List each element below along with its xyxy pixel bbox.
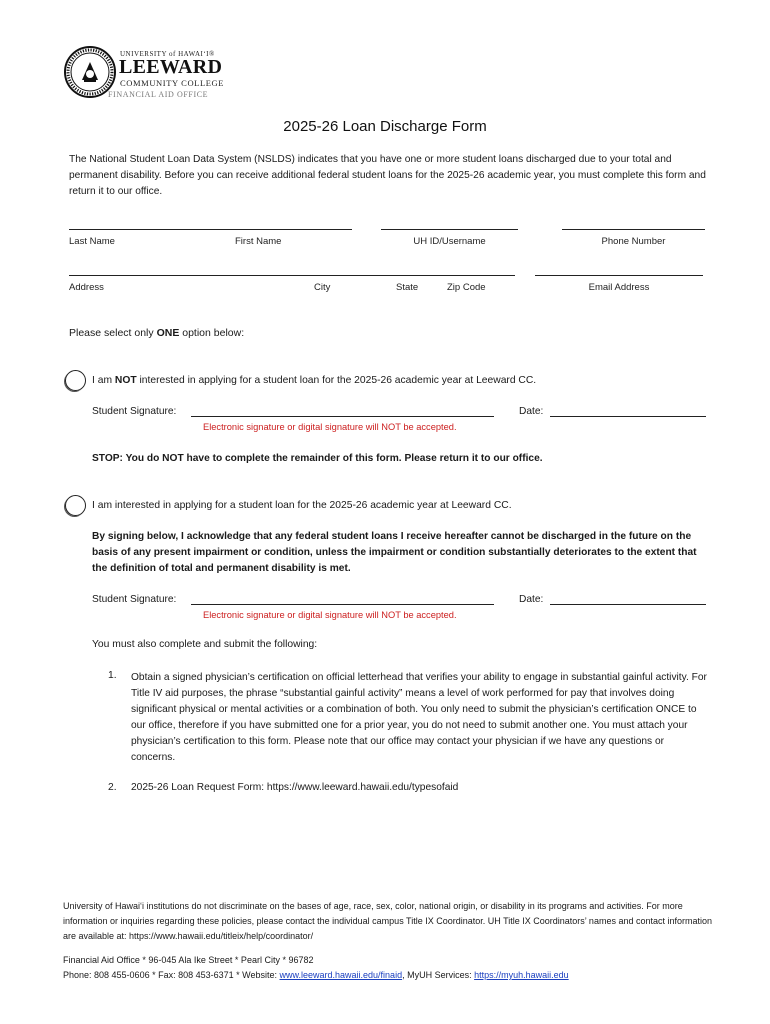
phone-label: Phone Number <box>601 236 666 247</box>
stop-notice: STOP: You do NOT have to complete the remainder of this form. Please return it to our office. <box>92 453 543 464</box>
signature-line-2[interactable] <box>191 604 494 605</box>
date-line-1[interactable] <box>550 416 706 417</box>
university-name: UNIVERSITY of HAWAI‘I® <box>120 50 215 58</box>
date-line-2[interactable] <box>550 604 706 605</box>
college-name: LEEWARD <box>119 56 223 78</box>
list-item-number: 1. <box>108 670 117 681</box>
phone-line[interactable] <box>562 229 705 230</box>
zip-label: Zip Code <box>447 282 486 293</box>
city-label: City <box>314 282 331 293</box>
email-line[interactable] <box>535 275 703 276</box>
also-complete-text: You must also complete and submit the following: <box>92 639 318 650</box>
state-label: State <box>396 282 419 293</box>
office-name: FINANCIAL AID OFFICE <box>108 90 209 99</box>
option-not-interested-radio[interactable] <box>65 370 86 391</box>
form-title: 2025-26 Loan Discharge Form <box>283 118 487 135</box>
uh-id-line[interactable] <box>381 229 518 230</box>
office-address: Financial Aid Office * 96-045 Ala Ike Street * Pearl City * 96782 <box>63 955 314 965</box>
contact-line: Phone: 808 455-0606 * Fax: 808 453-6371 * Website: www.leeward.hawaii.edu/finaid, MyUH Services: https://myuh.hawaii.edu <box>63 970 569 980</box>
signature-warning-1: Electronic signature or digital signature will NOT be accepted. <box>203 422 457 432</box>
uh-id-label: UH ID/Username <box>413 236 486 247</box>
select-instruction: Please select only ONE option below: <box>69 327 245 339</box>
option-interested-radio[interactable] <box>65 495 86 516</box>
list-item-number: 2. <box>108 782 117 793</box>
intro-paragraph: The National Student Loan Data System (NSLDS) indicates that you have one or more student loans discharged due to your total and permanent disability. Before you can receive additional federal student loans for the 2025-26 academic year, you must complete this form and return it to our office. <box>69 154 706 197</box>
signature-label-1: Student Signature: <box>92 406 177 417</box>
instruction-emphasis: ONE <box>156 327 180 339</box>
email-label: Email Address <box>588 282 650 293</box>
first-name-label: First Name <box>235 236 282 247</box>
website-link[interactable]: www.leeward.hawaii.edu/finaid <box>279 970 403 980</box>
nondiscrimination-notice: University of Hawai‘i institutions do not discriminate on the bases of age, race, sex, color, national origin, or disability in its programs and activities. For more information or inquiries regarding these policies, please contact the individual campus Title IX Coordinator. UH Title IX Coordinators’ names and contact information are available at: https://www.hawaii.edu/titleix/help/coordinator/ <box>63 901 713 941</box>
date-label-2: Date: <box>519 594 544 605</box>
college-subtitle: COMMUNITY COLLEGE <box>120 78 225 88</box>
address-line[interactable] <box>69 275 515 276</box>
list-item-text: Obtain a signed physician’s certification on official letterhead that verifies your ability to engage in substantial gainful activity. For Title IV aid purposes, the phrase “substantial gainful activity” means a level of work performed for pay that involves doing significant physical or mental activities or a combination of both. You only need to submit the physician’s certification ONCE to our office, therefore if you have submitted one for a prior year, you do not need to submit another one. You must attach your physician’s certification to this form. Please note that our office may contact your physician if we have any questions or concerns. <box>131 672 707 763</box>
contact-footer <box>63 953 713 983</box>
signature-line-1[interactable] <box>191 416 494 417</box>
last-name-label: Last Name <box>69 236 115 247</box>
date-label-1: Date: <box>519 406 544 417</box>
option-interested-label: I am interested in applying for a student loan for the 2025-26 academic year at Leeward CC. <box>92 500 512 511</box>
acknowledgement-text: By signing below, I acknowledge that any federal student loans I receive hereafter cannot be discharged in the future on the basis of any present impairment or condition, unless the impairment or condition substantially deteriorates to the extent that the definition of total and permanent disability is met. <box>92 531 697 574</box>
list-item-text: 2025-26 Loan Request Form: https://www.leeward.hawaii.edu/typesofaid <box>131 782 459 793</box>
signature-label-2: Student Signature: <box>92 594 177 605</box>
address-label: Address <box>69 282 104 293</box>
option-not-interested-label: I am NOT interested in applying for a student loan for the 2025-26 academic year at Leeward CC. <box>92 375 537 386</box>
signature-warning-2: Electronic signature or digital signature will NOT be accepted. <box>203 610 457 620</box>
myuh-link[interactable]: https://myuh.hawaii.edu <box>474 970 569 980</box>
name-line[interactable] <box>69 229 352 230</box>
